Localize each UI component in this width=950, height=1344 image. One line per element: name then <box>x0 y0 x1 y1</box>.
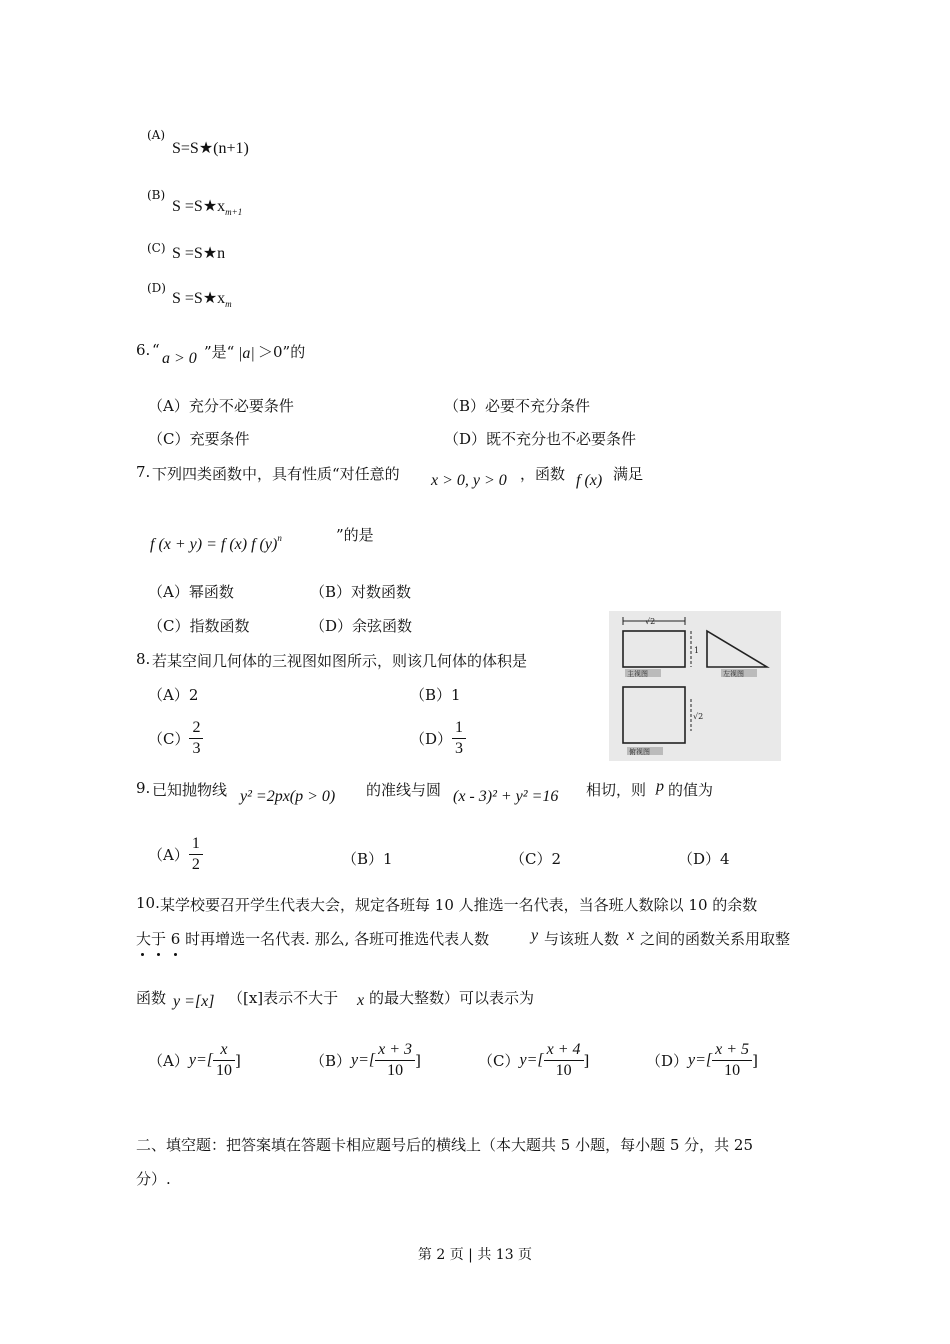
option-a: （A）幂函数 <box>148 583 234 601</box>
question-text: ，函数 <box>520 465 566 483</box>
option-d: （D）y=[ $\frac{x + 5}{10}$ ] <box>646 1041 758 1079</box>
question-line: 之间的函数关系用取整 <box>640 930 791 948</box>
three-view-drawing <box>609 611 781 761</box>
option-label: (C) <box>147 241 166 255</box>
question-text: 的值为 <box>668 781 714 799</box>
condition-expr: x > 0, y > 0 <box>431 472 507 489</box>
option-b: （B）1 <box>410 686 461 704</box>
option-b: （B）1 <box>342 850 393 868</box>
front-view-rect <box>623 631 685 667</box>
circle-expr: (x - 3)² + y² =16 <box>453 788 559 805</box>
question-line: 的最大整数）可以表示为 <box>369 989 535 1007</box>
variable-y: y <box>531 927 539 944</box>
figure-label-side: 左视图 <box>723 670 744 678</box>
option-b: （B）y=[ $\frac{x + 3}{10}$ ] <box>310 1041 421 1079</box>
question-number: 6. <box>136 341 151 359</box>
parabola-expr: y² =2px(p > 0) <box>240 788 336 805</box>
option-a: （A）y=[ $\frac{x}{10}$ ] <box>148 1041 241 1079</box>
question-text: ”是“ <box>204 343 235 361</box>
option-d: （D）余弦函数 <box>310 617 413 635</box>
option-d: （D） $\frac{1}{3}$ <box>410 718 466 759</box>
option-expr: $S =S★x_m$ <box>172 290 232 309</box>
question-line: 某学校要召开学生代表大会，规定各班每 10 人推选一名代表，当各班人数除以 10 的余数 <box>160 896 758 914</box>
option-a: （A） $\frac{1}{2}$ <box>148 834 203 875</box>
figure-label-sqrt2-b: √2 <box>693 712 704 721</box>
question-text: 下列四类函数中，具有性质“对任意的 <box>152 465 400 483</box>
question-text: 的准线与圆 <box>366 781 442 799</box>
page-footer: 第 2 页 | 共 13 页 <box>417 1247 533 1263</box>
emphasis-dot <box>174 953 177 956</box>
top-view-rect <box>623 687 685 743</box>
side-view-triangle <box>707 631 767 667</box>
option-expr: S =S★n <box>172 245 226 262</box>
three-view-figure <box>609 611 781 761</box>
question-line: 函数 <box>136 989 167 1007</box>
floor-expr: y =[x] <box>173 993 215 1010</box>
emphasis-dot <box>141 953 144 956</box>
variable-p: p <box>656 778 664 795</box>
property-expr: f (x + y) = f (x) f $(y)^n$ <box>150 533 282 553</box>
option-label: (A) <box>147 128 166 142</box>
quote-mark: “ <box>152 341 160 359</box>
question-line: （[x]表示不大于 <box>228 989 339 1007</box>
option-c: （C）2 <box>510 850 562 868</box>
option-d: （D）既不充分也不必要条件 <box>444 430 637 448</box>
question-text: ”的是 <box>336 526 374 544</box>
option-d: （D）4 <box>678 850 730 868</box>
option-b: （B）对数函数 <box>310 583 412 601</box>
abs-expr: |a| <box>238 345 255 362</box>
function-expr: f (x) <box>576 472 603 489</box>
variable-x: x <box>627 927 635 944</box>
question-number: 8. <box>136 650 151 668</box>
question-text: ＞0”的 <box>258 343 306 361</box>
figure-label-front: 主视图 <box>627 670 648 678</box>
figure-label-top: 俯视图 <box>629 748 650 756</box>
figure-label-sqrt2: √2 <box>645 617 656 626</box>
condition-expr: a > 0 <box>162 350 197 367</box>
question-text: 相切，则 <box>586 781 647 799</box>
section-line: 二、填空题：把答案填在答题卡相应题号后的横线上（本大题共 5 小题，每小题 5 分，共 25 <box>136 1136 754 1154</box>
option-c: （C） $\frac{2}{3}$ <box>148 718 203 759</box>
option-label: (D) <box>147 281 166 295</box>
option-expr: $S =S★x_{m+1}$ <box>172 198 243 217</box>
variable-x: x <box>357 992 365 1009</box>
question-text: 若某空间几何体的三视图如图所示，则该几何体的体积是 <box>152 652 528 670</box>
option-b: （B）必要不充分条件 <box>444 397 591 415</box>
option-c: （C）指数函数 <box>148 617 250 635</box>
question-line: 与该班人数 <box>544 930 620 948</box>
question-text: 满足 <box>613 465 644 483</box>
question-number: 10. <box>136 894 160 912</box>
option-a: （A）2 <box>148 686 199 704</box>
option-label: (B) <box>147 188 166 202</box>
figure-label-1: 1 <box>694 646 700 655</box>
option-c: （C）y=[ $\frac{x + 4}{10}$ ] <box>478 1041 590 1079</box>
emphasis-dot <box>157 953 160 956</box>
section-line: 分）. <box>136 1170 171 1188</box>
question-number: 7. <box>136 463 151 481</box>
question-line: 大于 6 时再增选一名代表. 那么, 各班可推选代表人数 <box>136 930 490 948</box>
question-number: 9. <box>136 779 151 797</box>
option-a: （A）充分不必要条件 <box>148 397 294 415</box>
option-c: （C）充要条件 <box>148 430 250 448</box>
option-expr: S=S★(n+1) <box>172 140 249 157</box>
question-text: 已知抛物线 <box>152 781 228 799</box>
